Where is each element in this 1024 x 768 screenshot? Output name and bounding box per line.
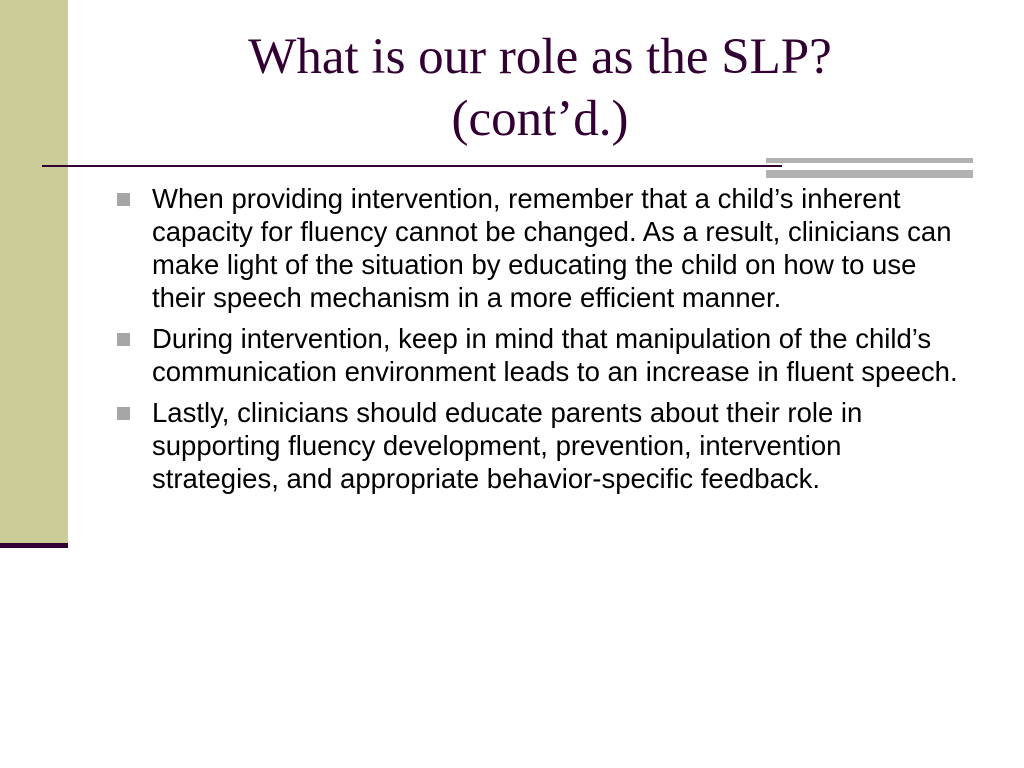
bullet-text: Lastly, clinicians should educate parents about their role in supporting fluency development, prevention, intervention strategies, and appropriate behavior-specific feedback.: [152, 397, 863, 494]
title-divider: [42, 165, 782, 167]
bullet-item: [115, 182, 975, 314]
accent-bar-bottom: [766, 170, 973, 178]
title-line-1: What is our role as the SLP?: [248, 29, 832, 85]
accent-bar-top: [766, 158, 973, 163]
left-decorative-band: [0, 0, 68, 544]
bullet-item: [115, 322, 975, 388]
square-bullet-icon: [117, 333, 130, 346]
bullet-text: During intervention, keep in mind that manipulation of the child’s communication environment leads to an increase in fluent speech.: [152, 323, 958, 387]
left-band-underline: [0, 543, 68, 548]
title-line-2: (cont’d.): [451, 91, 629, 147]
bullet-item: [115, 396, 975, 495]
square-bullet-icon: [117, 193, 130, 206]
slide-title: [120, 26, 960, 150]
bullet-text: When providing intervention, remember that a child’s inherent capacity for fluency cannot be changed. As a result, clinicians can make light of the situation by educating the child on how to use their speech mechanism in a more efficient manner.: [152, 183, 952, 313]
bullet-list: [115, 182, 975, 503]
square-bullet-icon: [117, 407, 130, 420]
